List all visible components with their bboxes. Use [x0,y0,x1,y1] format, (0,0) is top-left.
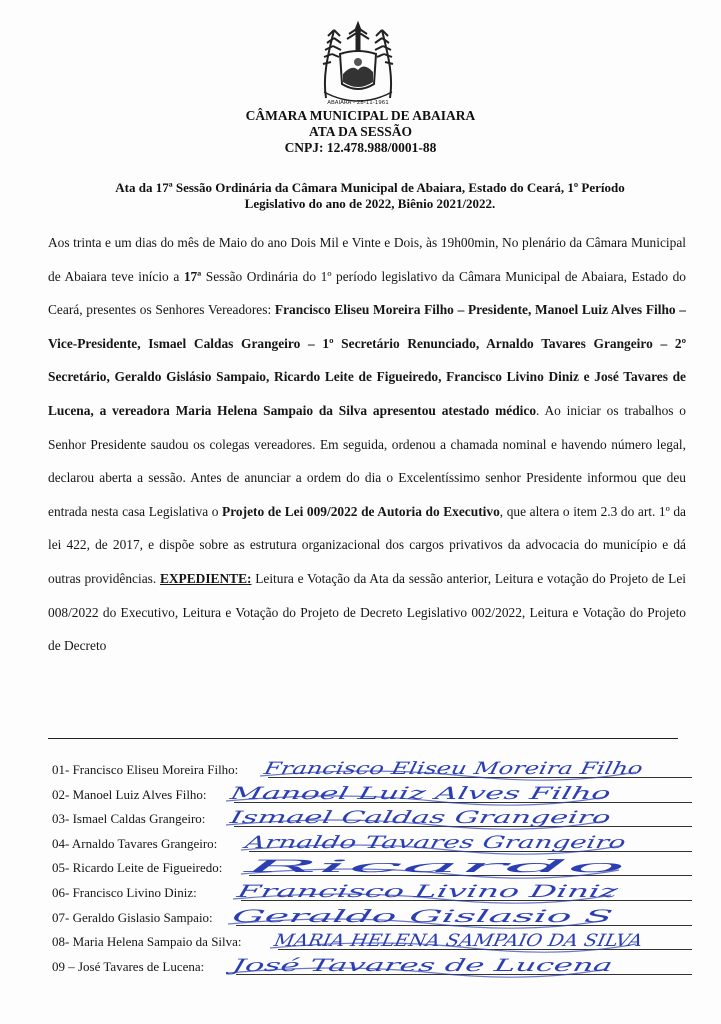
body-part: , que altera o item 2.3 do art. 1º da lei 422, de 2017, e dispõe sobre as estrutura organizacional dos cargos privativos da advocacia do município e dá outras providências. [48,503,686,586]
signatory-label: 09 – José Tavares de Lucena: [52,958,205,974]
session-heading-line1: Ata da 17ª Sessão Ordinária da Câmara Municipal de Abaiara, Estado do Ceará, 1º Período [115,180,625,195]
svg-text:Ismael Caldas Grangeiro: Ismael Caldas Grangeiro [228,808,447,829]
svg-text:Francisco Livino Diniz: Francisco Livino Diniz [235,882,433,902]
body-part: Aos trinta e um dias do mês de Maio do ano Dois Mil e Vinte e Dois, às 19h00min, No plenário da Câmara Municipal de Abaiara teve início a [48,235,686,284]
signatory-label: 03- Ismael Caldas Grangeiro: [52,811,206,827]
body-part: Sessão Ordinária do 1º período legislativo da Câmara Municipal de Abaiara, Estado do Ceará, presentes os Senhores Vereadores: [48,268,686,318]
svg-text:Geraldo Gislasio S: Geraldo Gislasio S [230,906,394,927]
handwritten-signature [226,949,652,979]
attendance-list: Francisco Eliseu Moreira Filho – Presidente, Manoel Luiz Alves Filho – Vice-Presidente, Ismael Caldas Grangeiro – 1º Secretário Renunciado, Arnaldo Tavares Grangeiro – 2º Secretário, Geraldo Gislásio Sampaio, Ricardo Leite de Figueiredo, Francisco Livino Diniz e José Tavares de Lucena, a vereadora Maria Helena Sampaio da Silva apresentou atestado médico [48,302,686,418]
session-heading [40,180,700,212]
body-part: . Ao iniciar os trabalhos o Senhor Presidente saudou os colegas vereadores. Em seguida, ordenou a chamada nominal e havendo número legal, declarou aberta a sessão. Antes de anunciar a ordem do dia o Excelentíssimo senhor Presidente informou que deu entrada nesta casa Legislativa o [48,402,687,519]
signatory-label: 02- Manoel Luiz Alves Filho: [52,786,207,802]
expediente-heading: EXPEDIENTE: [159,570,252,586]
svg-text:ABAIARA - 28-11-1961: ABAIARA - 28-11-1961 [327,100,389,106]
chamber-name: CÂMARA MUNICIPAL DE ABAIARA [245,108,476,123]
document-title: ATA DA SESSÃO [308,124,413,139]
svg-text:Arnaldo Tavares Grangeiro: Arnaldo Tavares Grangeiro [243,832,481,853]
body-bold: 17ª [183,268,202,284]
signature-row [52,955,692,979]
signatory-label: 04- Arnaldo Tavares Grangeiro: [52,835,218,851]
signatory-label: 05- Ricardo Leite de Figueiredo: [52,860,223,876]
session-heading-line2: Legislativo do ano de 2022, Biênio 2021/2022. [244,196,496,211]
signature-divider [48,738,678,739]
cnpj: CNPJ: 12.478.988/0001-88 [284,140,437,155]
signatory-label: 06- Francisco Livino Diniz: [52,885,197,900]
signatory-label: 01- Francisco Eliseu Moreira Filho: [52,762,239,777]
body-part: Leitura e Votação da Ata da sessão anterior, Leitura e votação do Projeto de Lei 008/2022 do Executivo, Leitura e Votação do Projeto de Decreto Legislativo 002/2022, Leitura e Votação do Projeto de Decreto [48,570,686,654]
svg-text:MARIA HELENA SAMPAIO DA SILVA: MARIA HELENA SAMPAIO DA SILVA [272,931,599,952]
signatory-label: 07- Geraldo Gislasio Sampaio: [52,909,213,925]
bill-reference: Projeto de Lei 009/2022 de Autoria do Executivo [222,503,500,519]
svg-text:Francisco Eliseu Moreira Filho: Francisco Eliseu Moreira Filho [262,759,534,779]
svg-text:Ricardo: Ricardo [243,857,315,878]
municipal-seal [312,18,404,108]
svg-text:Manoel Luiz Alves Filho: Manoel Luiz Alves Filho [228,783,440,804]
signatory-label: 08- Maria Helena Sampaio da Silva: [52,934,242,950]
minutes-body [48,226,686,663]
svg-text:José Tavares de Lucena: José Tavares de Lucena [230,955,438,976]
